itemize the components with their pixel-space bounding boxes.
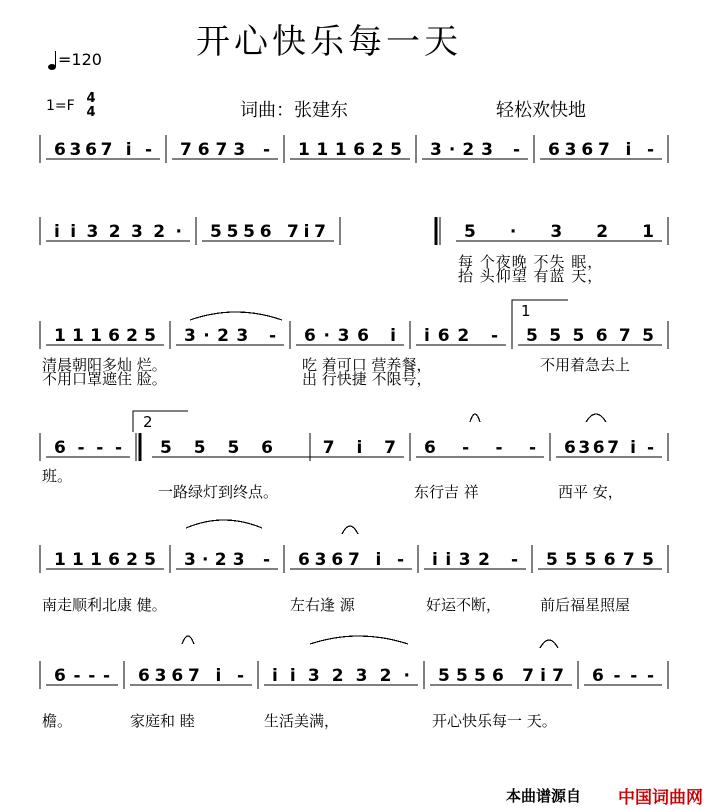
lyric-row3-verse2-b: 出 行快捷 不限号， [302, 370, 432, 388]
time-bottom: 4 [86, 105, 96, 120]
measure-row4-4: 6367 i - [564, 438, 654, 458]
song-title: 开心快乐每一天 [196, 22, 462, 62]
volta-2-label: 2 [143, 413, 153, 431]
slur-row5-a [186, 520, 262, 528]
measure-row6-1: 6 - - - [54, 666, 110, 686]
lyric-row2-verse1: 每 个夜晚 不失 眠， [458, 253, 604, 271]
slur-row4-a [470, 414, 480, 422]
slur-row6-b [310, 636, 408, 644]
lyric-row3-verse2-a: 不用口罩遮住 脸。 [42, 370, 167, 388]
measure-row5-4: ii32 - [432, 550, 518, 570]
measure-row4-1: 6 - - - [54, 438, 122, 458]
measure-row1-5: 6367 i - [548, 140, 654, 160]
measure-row1-4: 3·23 - [430, 140, 520, 160]
slur-row3 [190, 312, 282, 320]
measure-row2-2: 5556 7i7 [210, 222, 326, 242]
measure-row4-2: 5556 7i7 [160, 438, 396, 458]
measure-row6-2: 6367 i - [138, 666, 244, 686]
measure-row5-5: 555675 [546, 550, 654, 570]
slur-row6-a [182, 636, 194, 644]
lyric-row6-a: 檐。 [42, 712, 73, 730]
measure-row3-2: 3·23 - [184, 326, 276, 346]
lyric-row4-a: 班。 [42, 467, 73, 485]
measure-row4-3: 6 - - - [424, 438, 536, 458]
measure-row3-1: 111625 [54, 326, 156, 346]
measure-row3-3: 6·36 i [304, 326, 396, 346]
slur-row5-b [342, 526, 358, 534]
measure-row1-1: 6367 i - [54, 140, 152, 160]
lyric-row3-verse1-c: 不用着急去上 [540, 356, 631, 374]
tempo-value: =120 [58, 50, 102, 69]
measure-row3-5: 555675 [526, 326, 654, 346]
slur-row4-b [586, 414, 606, 422]
lyric-row5-a: 南走顺利北康 健。 [42, 596, 167, 614]
time-top: 4 [86, 91, 96, 106]
volta-2-bracket [133, 411, 188, 432]
measure-row6-3: ii3232· [272, 666, 410, 686]
measure-row2-3: 5·321 [464, 222, 654, 242]
lyric-row6-b: 家庭和 睦 [130, 712, 195, 730]
style-marking: 轻松欢快地 [496, 100, 586, 121]
lyric-row5-b: 左右逢 源 [290, 596, 355, 614]
lyric-row6-c: 生活美满， [264, 712, 340, 730]
key-label: 1=F [46, 98, 75, 114]
credit-line: 词曲：张建东 [240, 100, 348, 121]
lyric-row4-c: 东行吉 祥 [414, 483, 479, 501]
measure-row2-1: ii3232· [54, 222, 182, 242]
footer-site-name[interactable]: 中国词曲网 [618, 788, 703, 808]
volta-1-label: 1 [521, 302, 531, 320]
lyric-row4-b: 一路绿灯到终点。 [158, 483, 279, 501]
footer-source-label: 本曲谱源自 [506, 787, 582, 805]
measure-row3-4: i62 - [424, 326, 498, 346]
lyric-row5-d: 前后福星照屋 [540, 596, 631, 614]
lyric-row3-verse1-a: 清晨朝阳多灿 烂。 [42, 356, 167, 374]
measure-row5-1: 111625 [54, 550, 156, 570]
measure-row5-2: 3·23 - [184, 550, 270, 570]
lyric-row5-c: 好运不断， [426, 596, 502, 614]
measure-row6-4: 5556 7i7 [438, 666, 564, 686]
measure-row1-2: 7673 - [180, 140, 270, 160]
slur-row6-c [540, 640, 558, 648]
measure-row1-3: 111625 [298, 140, 402, 160]
lyric-row2-verse2: 抬 头仰望 有蓝 天， [458, 267, 604, 285]
measure-row6-5: 6 - - - [592, 666, 654, 686]
lyric-row6-d: 开心快乐每一 天。 [432, 712, 557, 730]
lyric-row4-d: 西平 安， [558, 483, 623, 501]
lyric-row3-verse1-b: 吃 着可口 营养餐， [302, 356, 432, 374]
measure-row5-3: 6367 i - [298, 550, 404, 570]
